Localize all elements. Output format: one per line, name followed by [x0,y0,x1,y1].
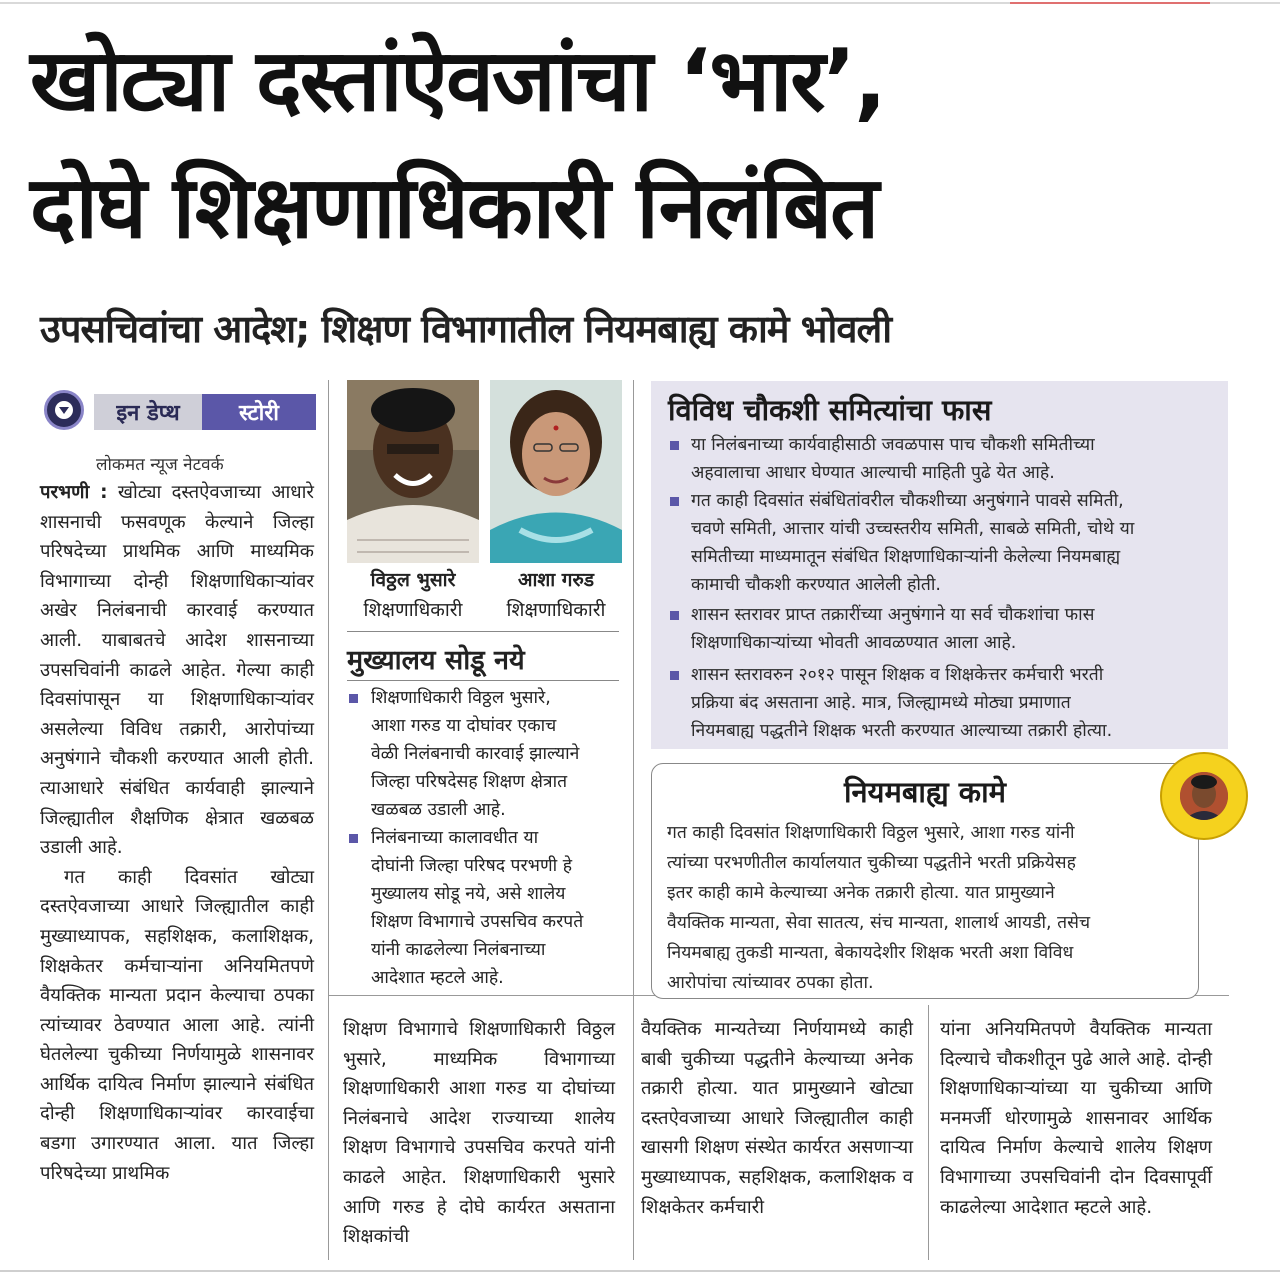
badge-label-grey: इन डेप्थ [94,394,202,430]
bullet-icon [349,834,358,843]
list-item: यांनी काढलेल्या निलंबनाच्या [371,940,546,960]
text-line: त्यांच्या परभणीतील कार्यालयात चुकीच्या पद्धतीने भरती प्रक्रियेसह [667,853,1076,873]
list-item: आदेशात म्हटले आहे. [371,968,504,988]
bullet-icon [670,611,679,620]
paragraph-1: खोट्या दस्तऐवजाच्या आधारे शासनाची फसवणूक केल्याने जिल्हा परिषदेच्या प्राथमिक आणि माध्यमिक विभागाच्या दोन्ही शिक्षणाधिकाऱ्यांवर अखेर निलंबनाची कारवाई करण्यात आली. याबाबतचे आदेश शासनाच्या उपसचिवांनी काढले आहेत. गेल्या काही दिवसांपासून या शिक्षणाधिकाऱ्यांवर असलेल्या विविध तक्रारी, आरोपांच्या अनुषंगाने चौकशी करण्यात आली होती. त्याआधारे संबंधित कार्यवाही झाल्याने जिल्ह्यातील शैक्षणिक क्षेत्रात खळबळ उडाली आहे. [40,482,314,859]
paragraph-2: गत काही दिवसांत खोट्या दस्तऐवजाच्या आधारे जिल्ह्यातील काही मुख्याध्यापक, सहशिक्षक, कलाशिक्षक, शिक्षकेतर कर्मचाऱ्यांना अनियमितपणे वैयक्तिक मान्यता प्रदान केल्याचा ठपका त्यांच्यावर ठेवण्यात आला आहे. त्यांनी घेतलेल्या चुकीच्या निर्णयामुळे शासनावर आर्थिक दायित्व निर्माण झाल्याने संबंधित दोन्ही शिक्षणाधिकाऱ्यांवर कारवाईचा बडगा उगारण्यात आला. यात जिल्हा परिषदेच्या प्राथमिक [40,866,314,1184]
photo-caption-name-2: आशा गरुड [517,569,595,591]
list-item: मुख्यालय सोडू नये, असे शालेय [371,884,566,904]
list-item: कामाची चौकशी करण्यात आलेली होती. [691,575,941,595]
subheadline: उपसचिवांचा आदेश; शिक्षण विभागातील नियमबाह्य कामे भोवली [40,307,892,351]
photo-caption-role-2: शिक्षणाधिकारी [506,599,606,621]
headline-line-2: दोघे शिक्षणाधिकारी निलंबित [30,158,878,258]
divider [347,631,619,632]
bullet-icon [670,441,679,450]
list-item: शिक्षणाधिकारी विठ्ठल भुसारे, [371,688,551,708]
top-rule-accent [1010,2,1210,4]
list-item: शिक्षण विभागाचे उपसचिव करपते [371,912,584,932]
list-item: नियमबाह्य पद्धतीने शिक्षक भरती करण्यात आल्याच्या तक्रारी होत्या. [691,721,1113,741]
column-divider [328,380,329,1260]
sidebar-bullets [349,684,621,988]
photo-caption-name-1: विठ्ठल भुसारे [370,569,456,591]
article-column-4: यांना अनियमितपणे वैयक्तिक मान्यता दिल्याचे चौकशीतून पुढे आले आहे. दोन्ही शिक्षणाधिकाऱ्यांच्या या चुकीच्या आणि मनमर्जी धोरणामुळे शासनावर आर्थिक दायित्व निर्माण केल्याचे शालेय शिक्षण विभागाच्या उपसचिवांनी दोन दिवसापूर्वी काढलेल्या आदेशात म्हटले आहे. [940,1019,1212,1218]
list-item: शासन स्तरावरुन २०१२ पासून शिक्षक व शिक्षकेत्तर कर्मचारी भरती [691,665,1104,685]
list-item: वेळी निलंबनाची कारवाई झाल्याने [371,744,580,764]
list-item: दोघांनी जिल्हा परिषद परभणी हे [371,856,572,876]
list-item: प्रक्रिया बंद असताना आहे. मात्र, जिल्ह्यामध्ये मोठ्या प्रमाणात [691,693,1071,713]
list-item: निलंबनाच्या कालावधीत या [371,828,539,848]
list-item: जिल्हा परिषदेसह शिक्षण क्षेत्रात [371,772,568,792]
text-line: नियमबाह्य तुकडी मान्यता, बेकायदेशीर शिक्षक भरती अशा विविध [667,943,1074,963]
illegal-works-text [667,818,1183,998]
text-line: गत काही दिवसांत शिक्षणाधिकारी विठ्ठल भुसारे, आशा गरुड यांनी [667,823,1075,843]
list-item: या निलंबनाच्या कार्यवाहीसाठी जवळपास पाच चौकशी समितीच्या [691,435,1095,455]
article-column-2: शिक्षण विभागाचे शिक्षणाधिकारी विठ्ठल भुसारे, माध्यमिक विभागाच्या शिक्षणाधिकारी आशा गरुड या दोघांच्या निलंबनाचे आदेश राज्याच्या शालेय शिक्षण विभागाचे उपसचिव करपते यांनी काढले आहेत. शिक्षणाधिकारी भुसारे आणि गरुड हे दोघे कार्यरत असताना शिक्षकांची [343,1019,615,1248]
badge-label-blue: स्टोरी [202,394,316,430]
stamp-portrait [1180,772,1228,820]
text-line: वैयक्तिक मान्यता, सेवा सातत्य, संच मान्यता, शालार्थ आयडी, तसेच [667,913,1091,933]
illegal-works-title: नियमबाह्य कामे [844,775,1006,809]
article-column-3: वैयक्तिक मान्यतेच्या निर्णयामध्ये काही बाबी चुकीच्या पद्धतीने केल्याच्या अनेक तक्रारी होत्या. यात प्रामुख्याने खोट्या दस्तऐवजाच्या आधारे जिल्ह्यातील काही खासगी शिक्षण संस्थेत कार्यरत असणाऱ्या मुख्याध्यापक, सहशिक्षक, कलाशिक्षक व शिक्षकेतर कर्मचारी [641,1019,913,1218]
list-item: गत काही दिवसांत संबंधितांवरील चौकशीच्या अनुषंगाने पावसे समिती, [691,491,1124,511]
bullet-icon [670,497,679,506]
list-item: शासन स्तरावर प्राप्त तक्रारींच्या अनुषंगाने या सर्व चौकशांचा फास [691,605,1095,625]
text-line: आरोपांचा त्यांच्यावर ठपका होता. [667,973,874,993]
list-item: समितीच्या माध्यमातून संबंधित शिक्षणाधिकाऱ्यांनी केलेल्या नियमबाह्य [691,547,1121,567]
down-arrow-icon [44,390,84,430]
list-item: चवणे समिती, आत्तार यांची उच्चस्तरीय समिती, साबळे समिती, चोथे या [691,519,1135,539]
inquiry-box-title: विविध चौकशी समित्यांचा फास [668,393,992,427]
inquiry-bullets [670,431,1220,751]
bullet-icon [670,671,679,680]
officer-photo-male [347,380,479,563]
divider [347,680,619,681]
bottom-rule [0,1270,1280,1272]
bullet-icon [349,694,358,703]
in-depth-badge [44,390,316,436]
list-item: खळबळ उडाली आहे. [371,800,506,820]
byline: लोकमत न्यूज नेटवर्क [96,455,224,475]
article-column-1 [40,478,314,1188]
list-item: अहवालाचा आधार घेण्यात आल्याची माहिती पुढे येत आहे. [691,463,1055,483]
list-item: आशा गरुड या दोघांवर एकाच [371,716,557,736]
text-line: इतर काही कामे केल्याच्या अनेक तक्रारी होत्या. यात प्रामुख्याने [667,883,1055,903]
column-divider [633,380,634,1260]
officer-photo-female [490,380,622,563]
column-divider [928,1005,929,1260]
headline-line-1: खोट्या दस्तांऐवजांचा ‘भार’, [30,31,885,131]
photo-caption-role-1: शिक्षणाधिकारी [363,599,463,621]
sidebar-title: मुख्यालय सोडू नये [347,645,525,676]
dateline: परभणी : [40,482,108,503]
list-item: शिक्षणाधिकाऱ्यांच्या भोवती आवळण्यात आला आहे. [691,633,1017,653]
